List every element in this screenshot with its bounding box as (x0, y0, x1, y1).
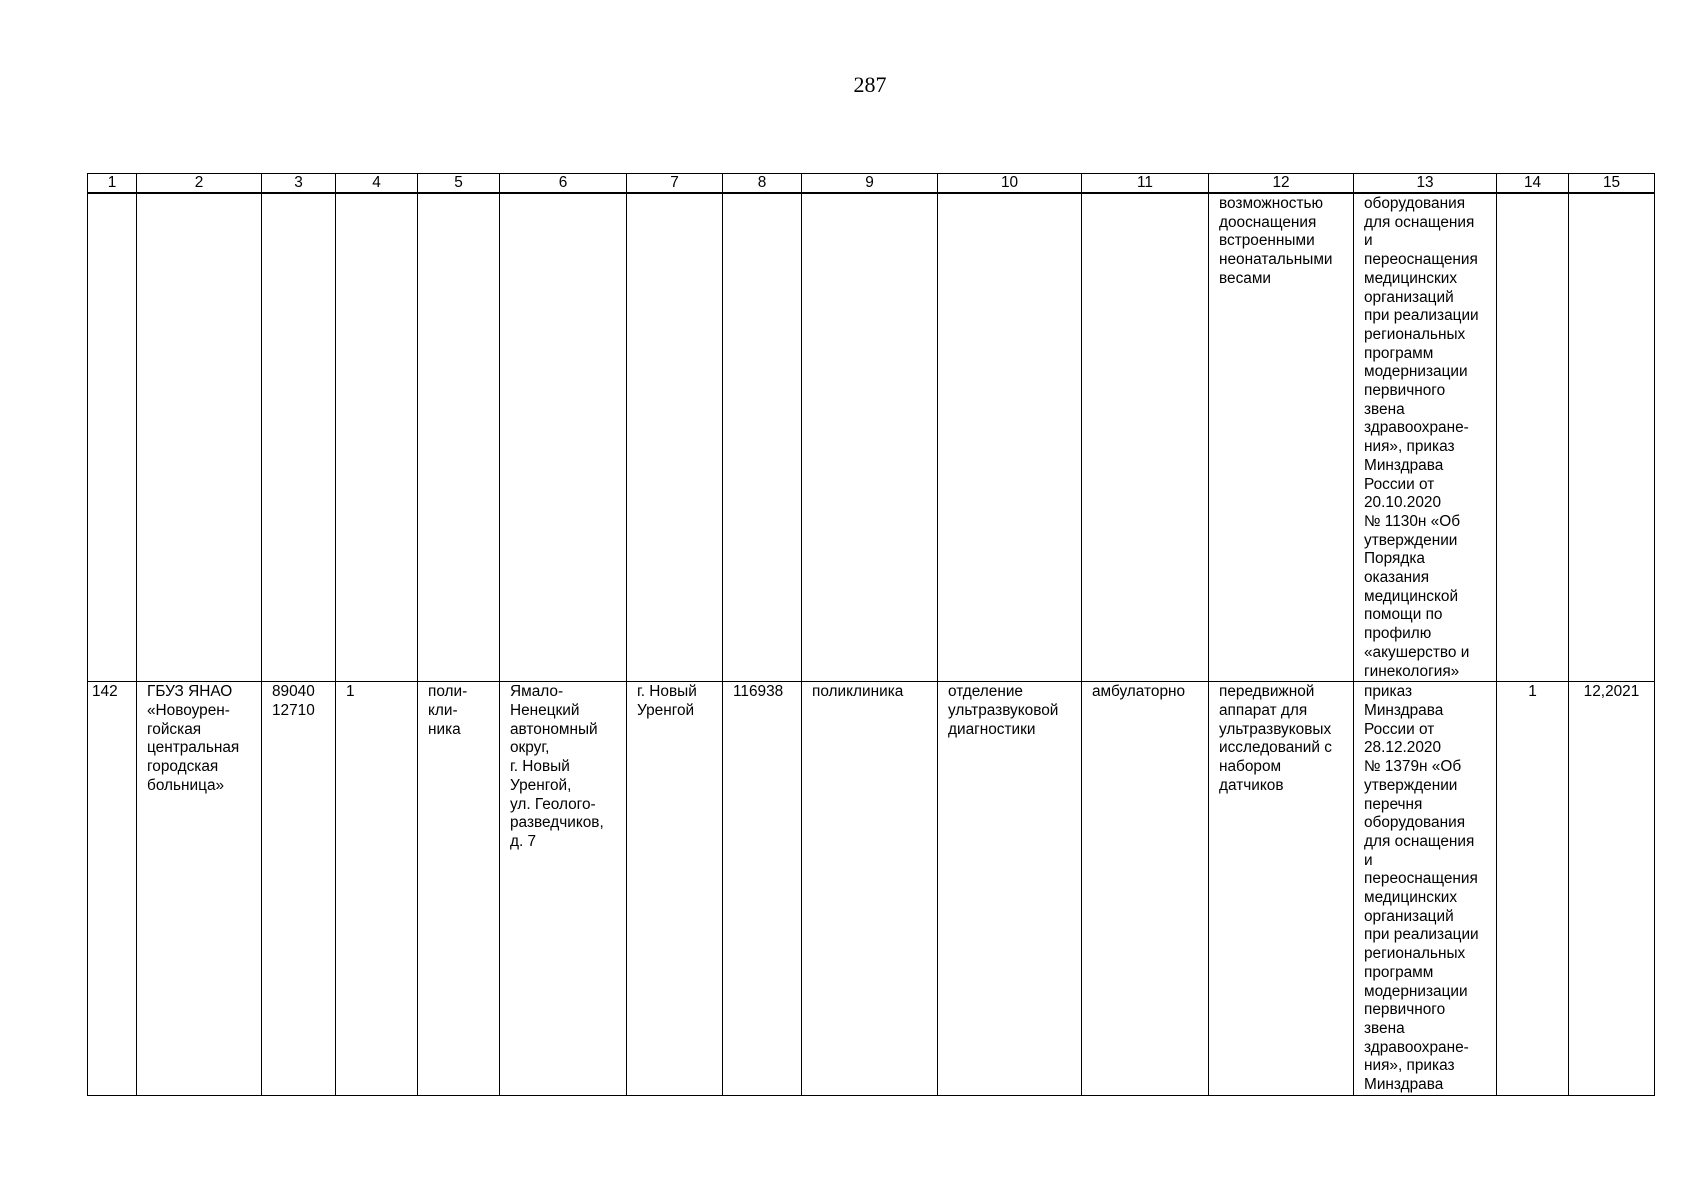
cell-settlement (627, 193, 723, 682)
column-number-10: 10 (938, 174, 1082, 194)
column-number-15: 15 (1569, 174, 1655, 194)
cell-department (938, 193, 1082, 682)
column-number-11: 11 (1082, 174, 1209, 194)
cell-col4: 1 (336, 682, 418, 1095)
cell-unit: поликлиника (802, 682, 938, 1095)
cell-col4 (336, 193, 418, 682)
cell-equipment: передвижной аппарат для ультразвуковых исследований с набором датчиков (1209, 682, 1354, 1095)
cell-code (262, 193, 336, 682)
cell-address (500, 193, 627, 682)
cell-organization: ГБУЗ ЯНАО «Новоурен- гойская центральная городская больница» (137, 682, 262, 1095)
column-number-14: 14 (1497, 174, 1569, 194)
cell-date: 12,2021 (1569, 682, 1655, 1095)
column-number-7: 7 (627, 174, 723, 194)
cell-col8: 116938 (723, 682, 802, 1095)
table-row-continuation (88, 193, 1655, 682)
cell-equipment: возможностью дооснащения встроенными неонатальными весами (1209, 193, 1354, 682)
cell-date (1569, 193, 1655, 682)
column-number-12: 12 (1209, 174, 1354, 194)
cell-legal-basis: приказ Минздрава России от 28.12.2020 № 1379н «Об утверждении перечня оборудования для оснащения и переоснащения медицинских организаций при реализации региональных программ модернизации первичного звена здравоохране- ния», приказ Минздрава (1354, 682, 1497, 1095)
column-number-5: 5 (418, 174, 500, 194)
column-number-8: 8 (723, 174, 802, 194)
cell-code: 89040 12710 (262, 682, 336, 1095)
cell-care-form (1082, 193, 1209, 682)
column-number-row (88, 174, 1655, 194)
cell-unit (802, 193, 938, 682)
page-number: 287 (853, 72, 887, 97)
column-number-9: 9 (802, 174, 938, 194)
column-number-4: 4 (336, 174, 418, 194)
column-number-1: 1 (88, 174, 137, 194)
column-number-3: 3 (262, 174, 336, 194)
cell-settlement: г. Новый Уренгой (627, 682, 723, 1095)
equipment-table (87, 173, 1655, 1096)
column-number-6: 6 (500, 174, 627, 194)
cell-legal-basis: оборудования для оснащения и переоснащения медицинских организаций при реализации региональных программ модернизации первичного звена здравоохране- ния», приказ Минздрава России от 20.10.2020 № 1130н «Об утверждении Порядка оказания медицинской помощи по профилю «акушерство и гинекология» (1354, 193, 1497, 682)
cell-quantity (1497, 193, 1569, 682)
cell-number (88, 193, 137, 682)
column-number-2: 2 (137, 174, 262, 194)
cell-department: отделение ультразвуковой диагностики (938, 682, 1082, 1095)
cell-facility-type: поли- кли- ника (418, 682, 500, 1095)
cell-address: Ямало- Ненецкий автономный округ, г. Новый Уренгой, ул. Геолого- разведчиков, д. 7 (500, 682, 627, 1095)
cell-organization (137, 193, 262, 682)
column-number-13: 13 (1354, 174, 1497, 194)
table-row-142 (88, 682, 1655, 1095)
cell-col8 (723, 193, 802, 682)
cell-quantity: 1 (1497, 682, 1569, 1095)
cell-facility-type (418, 193, 500, 682)
cell-care-form: амбулаторно (1082, 682, 1209, 1095)
cell-number: 142 (88, 682, 137, 1095)
